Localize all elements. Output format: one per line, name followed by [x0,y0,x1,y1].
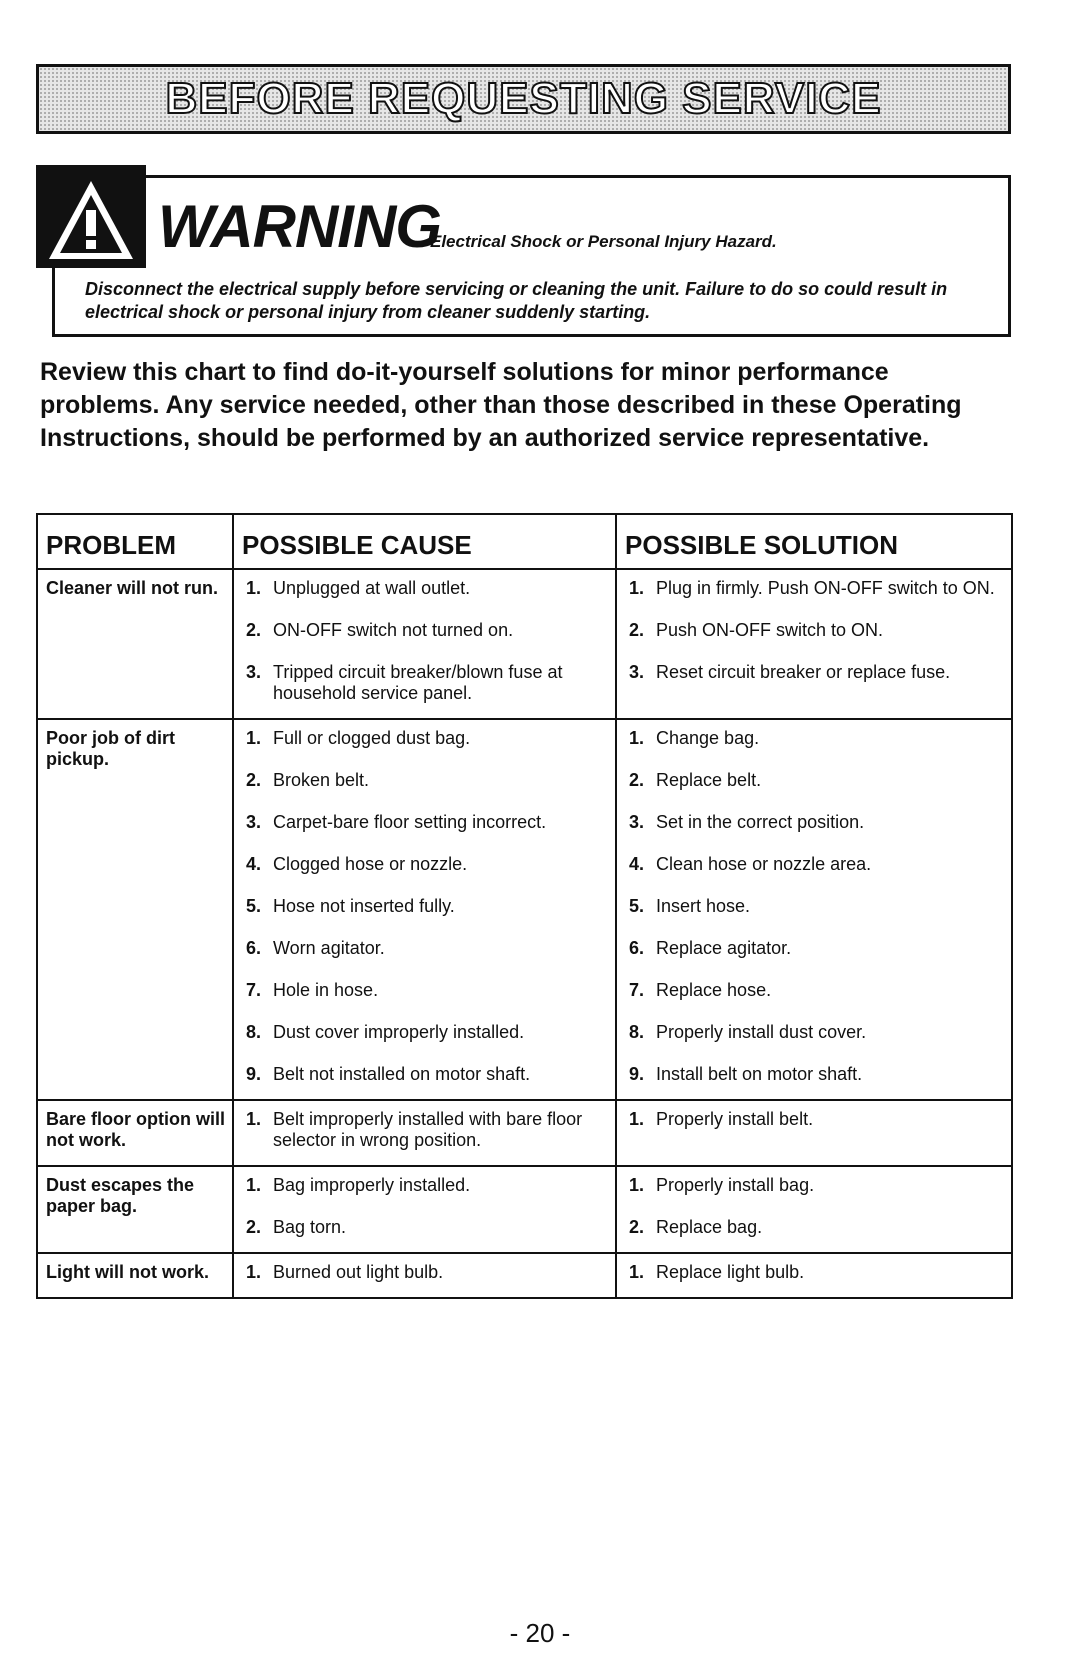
cause-number: 1. [246,1262,262,1282]
cause-item [246,980,609,1001]
problem-cell [37,1100,233,1166]
solution-number: 9. [629,1064,645,1084]
solution-number: 2. [629,620,645,640]
cause-number: 6. [246,938,262,958]
problem-text: Poor job of dirt pickup. [46,728,175,769]
solution-item [629,620,1005,641]
solution-number: 1. [629,1109,645,1129]
cause-text: Tripped circuit breaker/blown fuse at household service panel. [273,662,563,703]
solution-cell [616,1253,1012,1298]
cause-cell [233,1166,616,1253]
solution-list [617,720,1011,1099]
solution-list [617,1101,1011,1144]
cause-number: 4. [246,854,262,874]
cause-text: Carpet-bare floor setting incorrect. [273,812,547,832]
cause-item [246,1022,609,1043]
cause-list [234,1101,615,1165]
cause-item [246,662,609,704]
cause-number: 1. [246,1109,262,1129]
header-problem: PROBLEM [37,514,233,569]
problem-cell [37,719,233,1100]
warning-title: WARNING [158,193,441,260]
cause-text: Hole in hose. [273,980,379,1000]
solution-cell [616,719,1012,1100]
solution-text: Reset circuit breaker or replace fuse. [656,662,951,682]
solution-list [617,570,1011,697]
solution-item [629,578,1005,599]
cause-number: 2. [246,620,262,640]
table-row [37,1166,1012,1253]
table-row [37,569,1012,719]
cause-item [246,770,609,791]
solution-text: Plug in firmly. Push ON-OFF switch to ON. [656,578,995,598]
cause-text: ON-OFF switch not turned on. [273,620,514,640]
solution-cell [616,569,1012,719]
solution-text: Replace bag. [656,1217,763,1237]
solution-item [629,938,1005,959]
cause-text: Burned out light bulb. [273,1262,444,1282]
solution-item [629,1175,1005,1196]
warning-body: Disconnect the electrical supply before servicing or cleaning the unit. Failure to do so could result in electrical shock or personal injury from cleaner suddenly starting. [85,279,948,322]
solution-cell [616,1166,1012,1253]
cause-text: Bag improperly installed. [273,1175,471,1195]
solution-text: Replace light bulb. [656,1262,805,1282]
solution-item [629,728,1005,749]
solution-text: Set in the correct position. [656,812,865,832]
cause-item [246,728,609,749]
cause-number: 1. [246,1175,262,1195]
cause-number: 2. [246,1217,262,1237]
table-row [37,719,1012,1100]
solution-text: Install belt on motor shaft. [656,1064,863,1084]
cause-text: Unplugged at wall outlet. [273,578,471,598]
cause-item [246,854,609,875]
solution-text: Change bag. [656,728,760,748]
cause-cell [233,719,616,1100]
cause-number: 3. [246,662,262,682]
banner-title: BEFORE REQUESTING SERVICE [165,74,882,123]
cause-item [246,1175,609,1196]
cause-item [246,620,609,641]
solution-text: Properly install dust cover. [656,1022,867,1042]
cause-number: 1. [246,728,262,748]
warning-left-rule [52,268,55,337]
solution-item [629,1064,1005,1085]
solution-number: 1. [629,1262,645,1282]
cause-item [246,1262,609,1283]
cause-number: 8. [246,1022,262,1042]
table-row [37,1253,1012,1298]
cause-item [246,896,609,917]
solution-number: 1. [629,1175,645,1195]
cause-text: Broken belt. [273,770,370,790]
table-header-row [37,514,1012,569]
solution-number: 7. [629,980,645,1000]
cause-number: 9. [246,1064,262,1084]
solution-number: 6. [629,938,645,958]
problem-cell [37,569,233,719]
cause-item [246,578,609,599]
cause-number: 1. [246,578,262,598]
solution-text: Properly install bag. [656,1175,815,1195]
cause-cell [233,569,616,719]
cause-list [234,1167,615,1252]
problem-text: Dust escapes the paper bag. [46,1175,195,1216]
solution-text: Insert hose. [656,896,751,916]
intro-paragraph: Review this chart to find do-it-yourself solutions for minor performance problems. Any service needed, other than those described in these Operating Instructions, should be performed by an authorized service representative. [40,358,962,452]
solution-number: 2. [629,1217,645,1237]
cause-text: Belt not installed on motor shaft. [273,1064,531,1084]
solution-text: Clean hose or nozzle area. [656,854,872,874]
cause-item [246,812,609,833]
warning-subtitle: Electrical Shock or Personal Injury Hazard. [430,232,777,251]
solution-item [629,1217,1005,1238]
cause-list [234,720,615,1099]
header-solution: POSSIBLE SOLUTION [616,514,1012,569]
header-cause: POSSIBLE CAUSE [233,514,616,569]
cause-text: Belt improperly installed with bare floor selector in wrong position. [273,1109,583,1150]
solution-number: 3. [629,812,645,832]
solution-number: 4. [629,854,645,874]
solution-number: 3. [629,662,645,682]
cause-item [246,938,609,959]
solution-item [629,980,1005,1001]
solution-item [629,770,1005,791]
problem-text: Light will not work. [46,1262,209,1282]
solution-item [629,896,1005,917]
solution-item [629,1109,1005,1130]
solution-item [629,1022,1005,1043]
section-banner [36,64,1011,134]
cause-cell [233,1100,616,1166]
solution-item [629,1262,1005,1283]
cause-text: Worn agitator. [273,938,385,958]
problem-text: Cleaner will not run. [46,578,219,598]
problem-cell [37,1166,233,1253]
solution-list [617,1254,1011,1297]
cause-number: 2. [246,770,262,790]
cause-list [234,1254,615,1297]
warning-flag [36,165,146,268]
solution-number: 8. [629,1022,645,1042]
solution-number: 1. [629,578,645,598]
solution-text: Properly install belt. [656,1109,814,1129]
solution-item [629,812,1005,833]
cause-text: Hose not inserted fully. [273,896,455,916]
solution-text: Replace belt. [656,770,762,790]
troubleshooting-table [36,513,1013,1299]
cause-number: 5. [246,896,262,916]
cause-text: Full or clogged dust bag. [273,728,471,748]
cause-item [246,1064,609,1085]
solution-number: 1. [629,728,645,748]
solution-text: Push ON-OFF switch to ON. [656,620,884,640]
solution-number: 5. [629,896,645,916]
cause-item [246,1217,609,1238]
cause-text: Dust cover improperly installed. [273,1022,525,1042]
solution-item [629,854,1005,875]
problem-text: Bare floor option will not work. [46,1109,225,1150]
page-number: - 20 - [509,1618,571,1648]
cause-text: Bag torn. [273,1217,347,1237]
solution-item [629,662,1005,683]
table-row [37,1100,1012,1166]
cause-item [246,1109,609,1151]
solution-number: 2. [629,770,645,790]
warning-triangle-icon [36,165,146,268]
solution-text: Replace agitator. [656,938,792,958]
cause-list [234,570,615,718]
cause-number: 7. [246,980,262,1000]
cause-cell [233,1253,616,1298]
cause-number: 3. [246,812,262,832]
solution-list [617,1167,1011,1252]
solution-cell [616,1100,1012,1166]
problem-cell [37,1253,233,1298]
solution-text: Replace hose. [656,980,772,1000]
cause-text: Clogged hose or nozzle. [273,854,468,874]
